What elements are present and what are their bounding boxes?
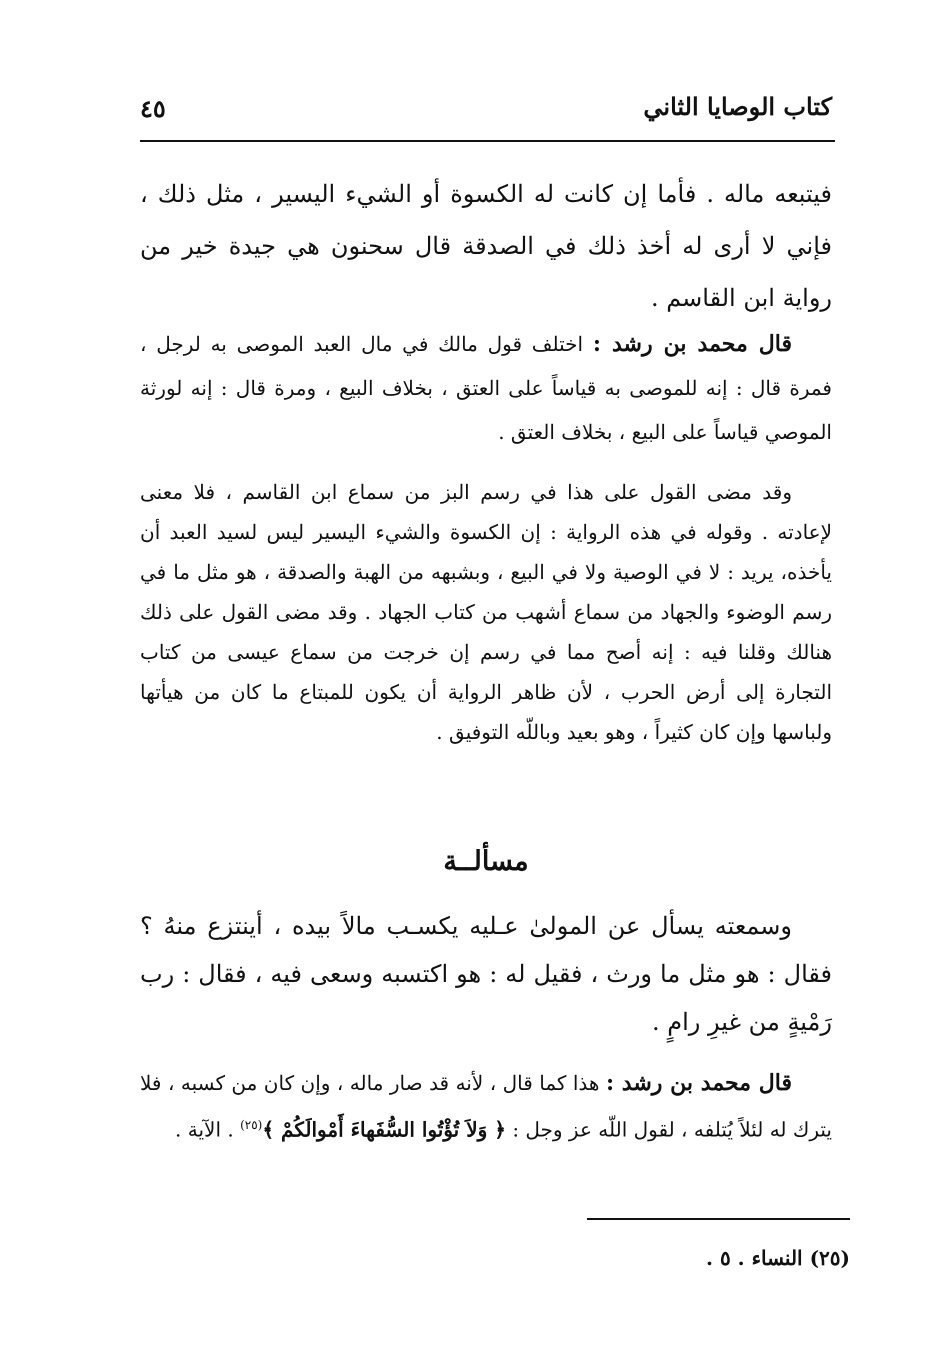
footnote-rule <box>587 1218 850 1220</box>
paragraph-1 <box>140 168 832 324</box>
paragraph-5-lead: قال محمد بن رشد : <box>605 1070 792 1096</box>
paragraph-2-text: اختلف قول مالك في مال العبد الموصى به لرجل ، فمرة قال : إنه للموصى به قياساً على العتق ، بخلاف البيع ، ومرة قال : إنه لورثة الموصي قياساً على البيع ، بخلاف العتق . <box>140 332 832 444</box>
header-rule <box>140 140 835 142</box>
running-header <box>140 92 832 138</box>
section-heading: مسألــة <box>443 846 529 877</box>
quran-quote: ﴿ وَلاَ تُؤْتُوا السُّفَهاءَ أَمْوالَكُمْ ﴾ <box>262 1117 506 1142</box>
paragraph-2 <box>140 322 832 454</box>
paragraph-1-text: فيتبعه ماله . فأما إن كانت له الكسوة أو الشيء اليسير ، مثل ذلك ، فإني لا أرى له أخذ ذلك في الصدقة قال سحنون هي جيدة خير من رواية ابن القاسم . <box>140 180 832 312</box>
paragraph-5 <box>140 1062 832 1151</box>
paragraph-5-tail: . الآية . <box>175 1117 234 1142</box>
paragraph-5-text: هذا كما قال ، لأنه قد صار ماله ، وإن كان من كسبه ، فلا يترك له لئلاً يُتلفه ، لقول اللّه عز وجل : <box>140 1071 832 1142</box>
header-title: كتاب الوصايا الثاني <box>643 92 832 121</box>
paragraph-2-lead: قال محمد بن رشد : <box>592 331 793 357</box>
paragraph-3 <box>140 472 832 752</box>
paragraph-3-text: وقد مضى القول على هذا في رسم البز من سماع ابن القاسم ، فلا معنى لإعادته . وقوله في هذه الرواية : إن الكسوة والشيء اليسير ليس لسيد العبد أن يأخذه، يريد : لا في الوصية ولا في البيع ، وبشبهه من الهبة والصدقة ، هو مثل ما في رسم الوضوء والجهاد من سماع أشهب من كتاب الجهاد . وقد مضى القول على ذلك هنالك وقلنا فيه : إنه أصح مما في رسم إن خرجت من سماع عيسى من كتاب التجارة إلى أرض الحرب ، لأن ظاهر الرواية أن يكون للمبتاع ما كان من هيأتها ولباسها وإن كان كثيراً ، وهو بعيد وباللّه التوفيق . <box>140 480 832 744</box>
footnote-reference[interactable]: (٢٥) <box>240 1118 263 1132</box>
paragraph-4-text: وسمعته يسأل عن المولىٰ عـليه يكسـب مالاً بيده ، أينتزع منهُ ؟ فقال : هو مثل ما ورث ، فقيل له : هو اكتسبه وسعى فيه ، فقال : رب رَمْيةٍ من غيرِ رامٍ . <box>140 912 832 1036</box>
footnote: (٢٥) النساء . ٥ . <box>706 1246 850 1270</box>
paragraph-4 <box>140 902 832 1046</box>
page-number: ٤٥ <box>140 94 166 123</box>
